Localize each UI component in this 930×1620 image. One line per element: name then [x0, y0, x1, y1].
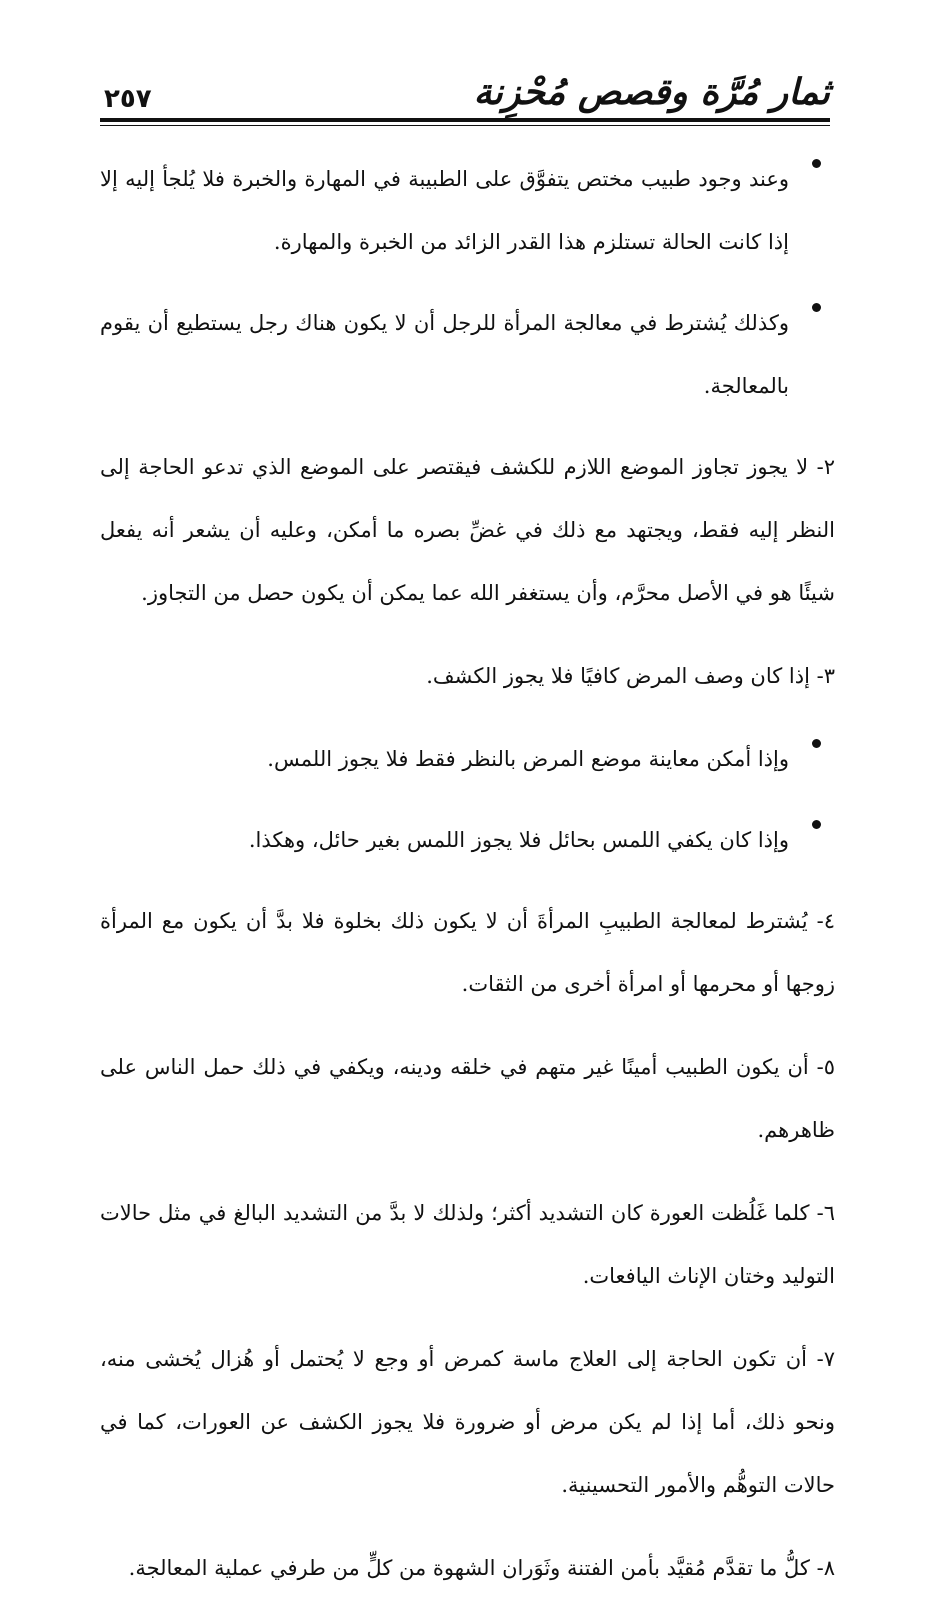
item-number: ٧- — [816, 1347, 835, 1371]
numbered-paragraph — [100, 890, 835, 1016]
paragraph-text: وإذا أمكن معاينة موضع المرض بالنظر فقط فلا يجوز اللمس. — [267, 747, 789, 771]
bullet-paragraph — [100, 809, 835, 872]
bullet-paragraph — [100, 148, 835, 274]
paragraph-text: إذا كان وصف المرض كافيًا فلا يجوز الكشف. — [426, 664, 810, 688]
paragraph-text: أن يكون الطبيب أمينًا غير متهم في خلقه ودينه، ويكفي في ذلك حمل الناس على ظاهرهم. — [100, 1055, 835, 1142]
paragraph-text: لا يجوز تجاوز الموضع اللازم للكشف فيقتصر على الموضع الذي تدعو الحاجة إلى النظر إليه فقط، ويجتهد مع ذلك في غضِّ بصره ما أمكن، وعليه أن يشعر أنه يفعل شيئًا هو في الأصل محرَّم، وأن يستغفر الله عما يمكن أن يكون حصل من التجاوز. — [100, 455, 835, 605]
paragraph-text: كلُّ ما تقدَّم مُقيَّد بأمن الفتنة وثَوَران الشهوة من كلٍّ من طرفي عملية المعالجة. — [128, 1556, 810, 1580]
bullet-icon — [812, 739, 821, 748]
bullet-paragraph — [100, 292, 835, 418]
bullet-paragraph — [100, 728, 835, 791]
paragraph-text: أن تكون الحاجة إلى العلاج ماسة كمرض أو وجع لا يُحتمل أو هُزال يُخشى منه، ونحو ذلك، أما إذا لم يكن مرض أو ضرورة فلا يجوز الكشف عن العورات، كما في حالات التوهُّم والأمور التحسينية. — [100, 1347, 835, 1497]
page-header — [100, 70, 830, 130]
paragraph-text: وعند وجود طبيب مختص يتفوَّق على الطبيبة في المهارة والخبرة فلا يُلجأ إليه إلا إذا كانت الحالة تستلزم هذا القدر الزائد من الخبرة والمهارة. — [100, 167, 789, 254]
item-number: ٣- — [816, 664, 835, 688]
paragraph-text: كلما غَلُظت العورة كان التشديد أكثر؛ ولذلك لا بدَّ من التشديد البالغ في مثل حالات التوليد وختان الإناث اليافعات. — [100, 1201, 835, 1288]
bullet-icon — [812, 303, 821, 312]
book-title: ثمار مُرَّة وقصص مُحْزِنة — [473, 71, 830, 113]
item-number: ٢- — [816, 455, 835, 479]
item-number: ٤- — [816, 909, 835, 933]
numbered-paragraph — [100, 1182, 835, 1308]
page-body — [100, 148, 835, 1620]
item-number: ٨- — [816, 1556, 835, 1580]
numbered-paragraph — [100, 645, 835, 708]
numbered-paragraph — [100, 1328, 835, 1517]
bullet-icon — [812, 159, 821, 168]
header-rule — [100, 118, 830, 122]
paragraph-text: يُشترط لمعالجة الطبيبِ المرأةَ أن لا يكون ذلك بخلوة فلا بدَّ أن يكون مع المرأة زوجها أو محرمها أو امرأة أخرى من الثقات. — [100, 909, 835, 996]
page-number: ٢٥٧ — [104, 84, 152, 114]
item-number: ٦- — [816, 1201, 835, 1225]
numbered-paragraph — [100, 1036, 835, 1162]
paragraph-text: وكذلك يُشترط في معالجة المرأة للرجل أن لا يكون هناك رجل يستطيع أن يقوم بالمعالجة. — [100, 311, 789, 398]
item-number: ٥- — [816, 1055, 835, 1079]
numbered-paragraph — [100, 436, 835, 625]
bullet-icon — [812, 820, 821, 829]
numbered-paragraph — [100, 1537, 835, 1600]
header-rule-thin — [100, 125, 830, 126]
paragraph-text: وإذا كان يكفي اللمس بحائل فلا يجوز اللمس بغير حائل، وهكذا. — [248, 828, 789, 852]
